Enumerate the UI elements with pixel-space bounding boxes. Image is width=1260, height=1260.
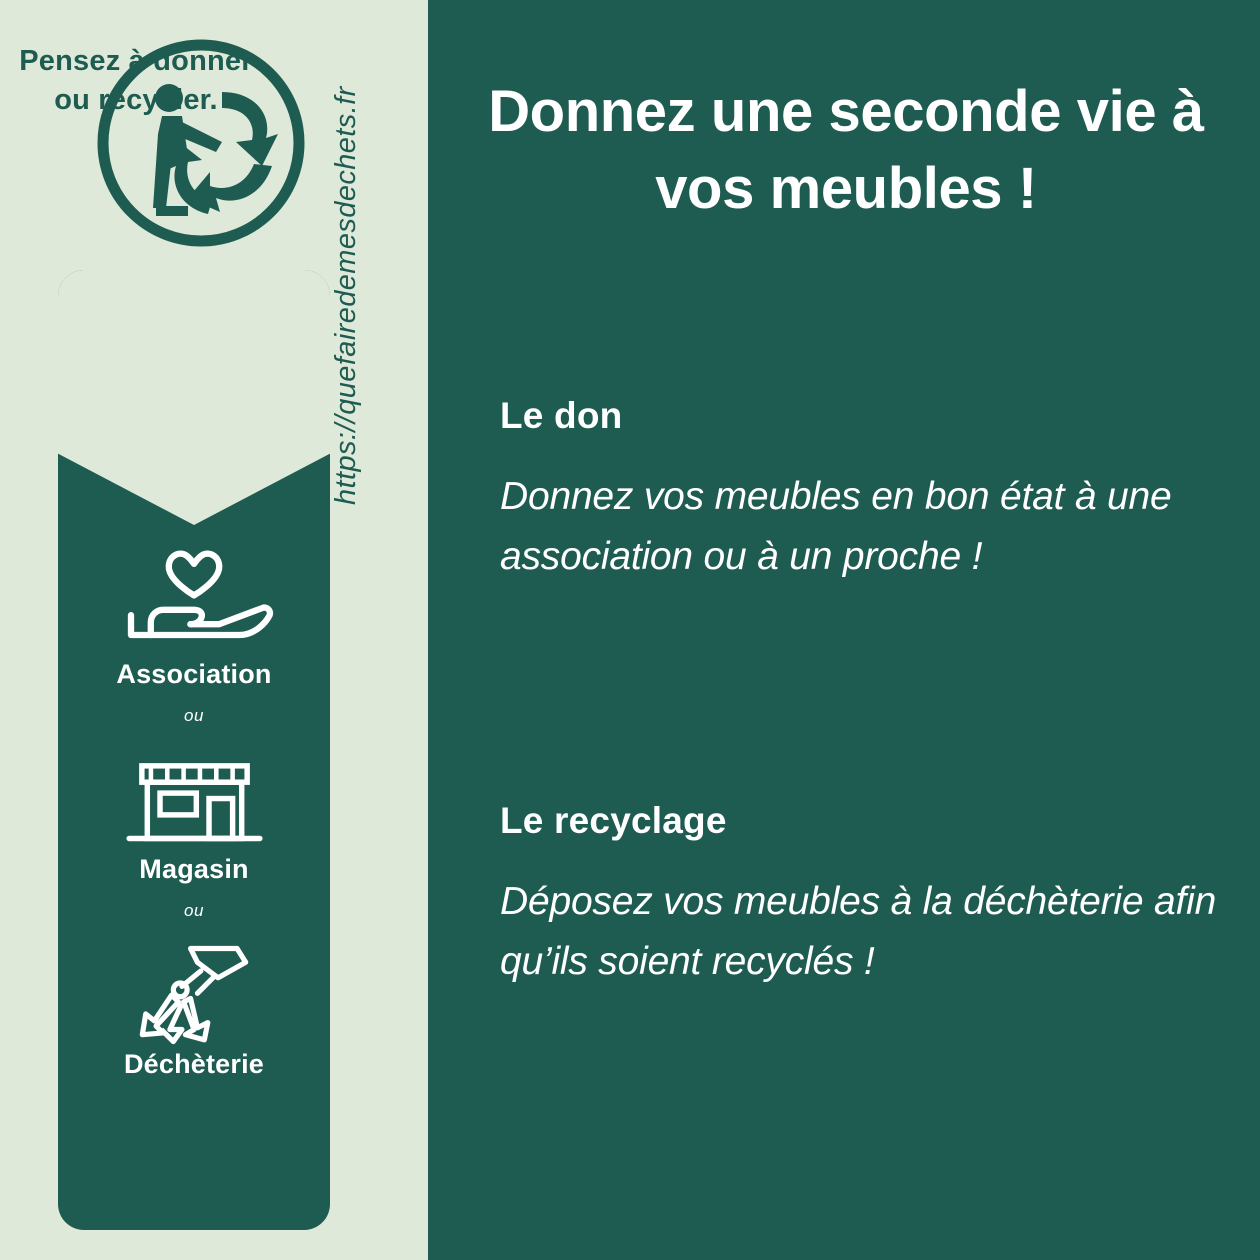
section-le-recyclage bbox=[500, 800, 1220, 993]
right-panel bbox=[428, 0, 1260, 1260]
step-label: Magasin bbox=[139, 854, 249, 884]
steps-list bbox=[58, 545, 330, 1082]
list-item bbox=[58, 935, 330, 1080]
section-title: Le don bbox=[500, 395, 623, 436]
website-url[interactable]: https://quefairedemesdechets.fr bbox=[330, 86, 362, 505]
section-body: Déposez vos meubles à la déchèterie afin qu’ils soient recyclés ! bbox=[500, 880, 1217, 984]
page-title: Donnez une seconde vie à vos meubles ! bbox=[488, 79, 1204, 221]
separator-label: ou bbox=[183, 901, 205, 920]
hand-heart-icon bbox=[58, 545, 330, 653]
step-label: Association bbox=[116, 659, 272, 689]
list-item bbox=[58, 545, 330, 690]
section-body: Donnez vos meubles en bon état à une association ou à un proche ! bbox=[500, 475, 1172, 579]
left-panel bbox=[0, 0, 428, 1260]
step-label: Déchèterie bbox=[123, 1049, 265, 1079]
section-le-don bbox=[500, 395, 1220, 588]
list-item bbox=[58, 740, 330, 885]
waste-drop-off-icon bbox=[58, 935, 330, 1043]
section-title: Le recyclage bbox=[500, 800, 727, 841]
separator-label: ou bbox=[183, 706, 205, 725]
shop-storefront-icon bbox=[58, 740, 330, 848]
banner-text: Pensez à donner ou recycler. bbox=[19, 45, 253, 117]
